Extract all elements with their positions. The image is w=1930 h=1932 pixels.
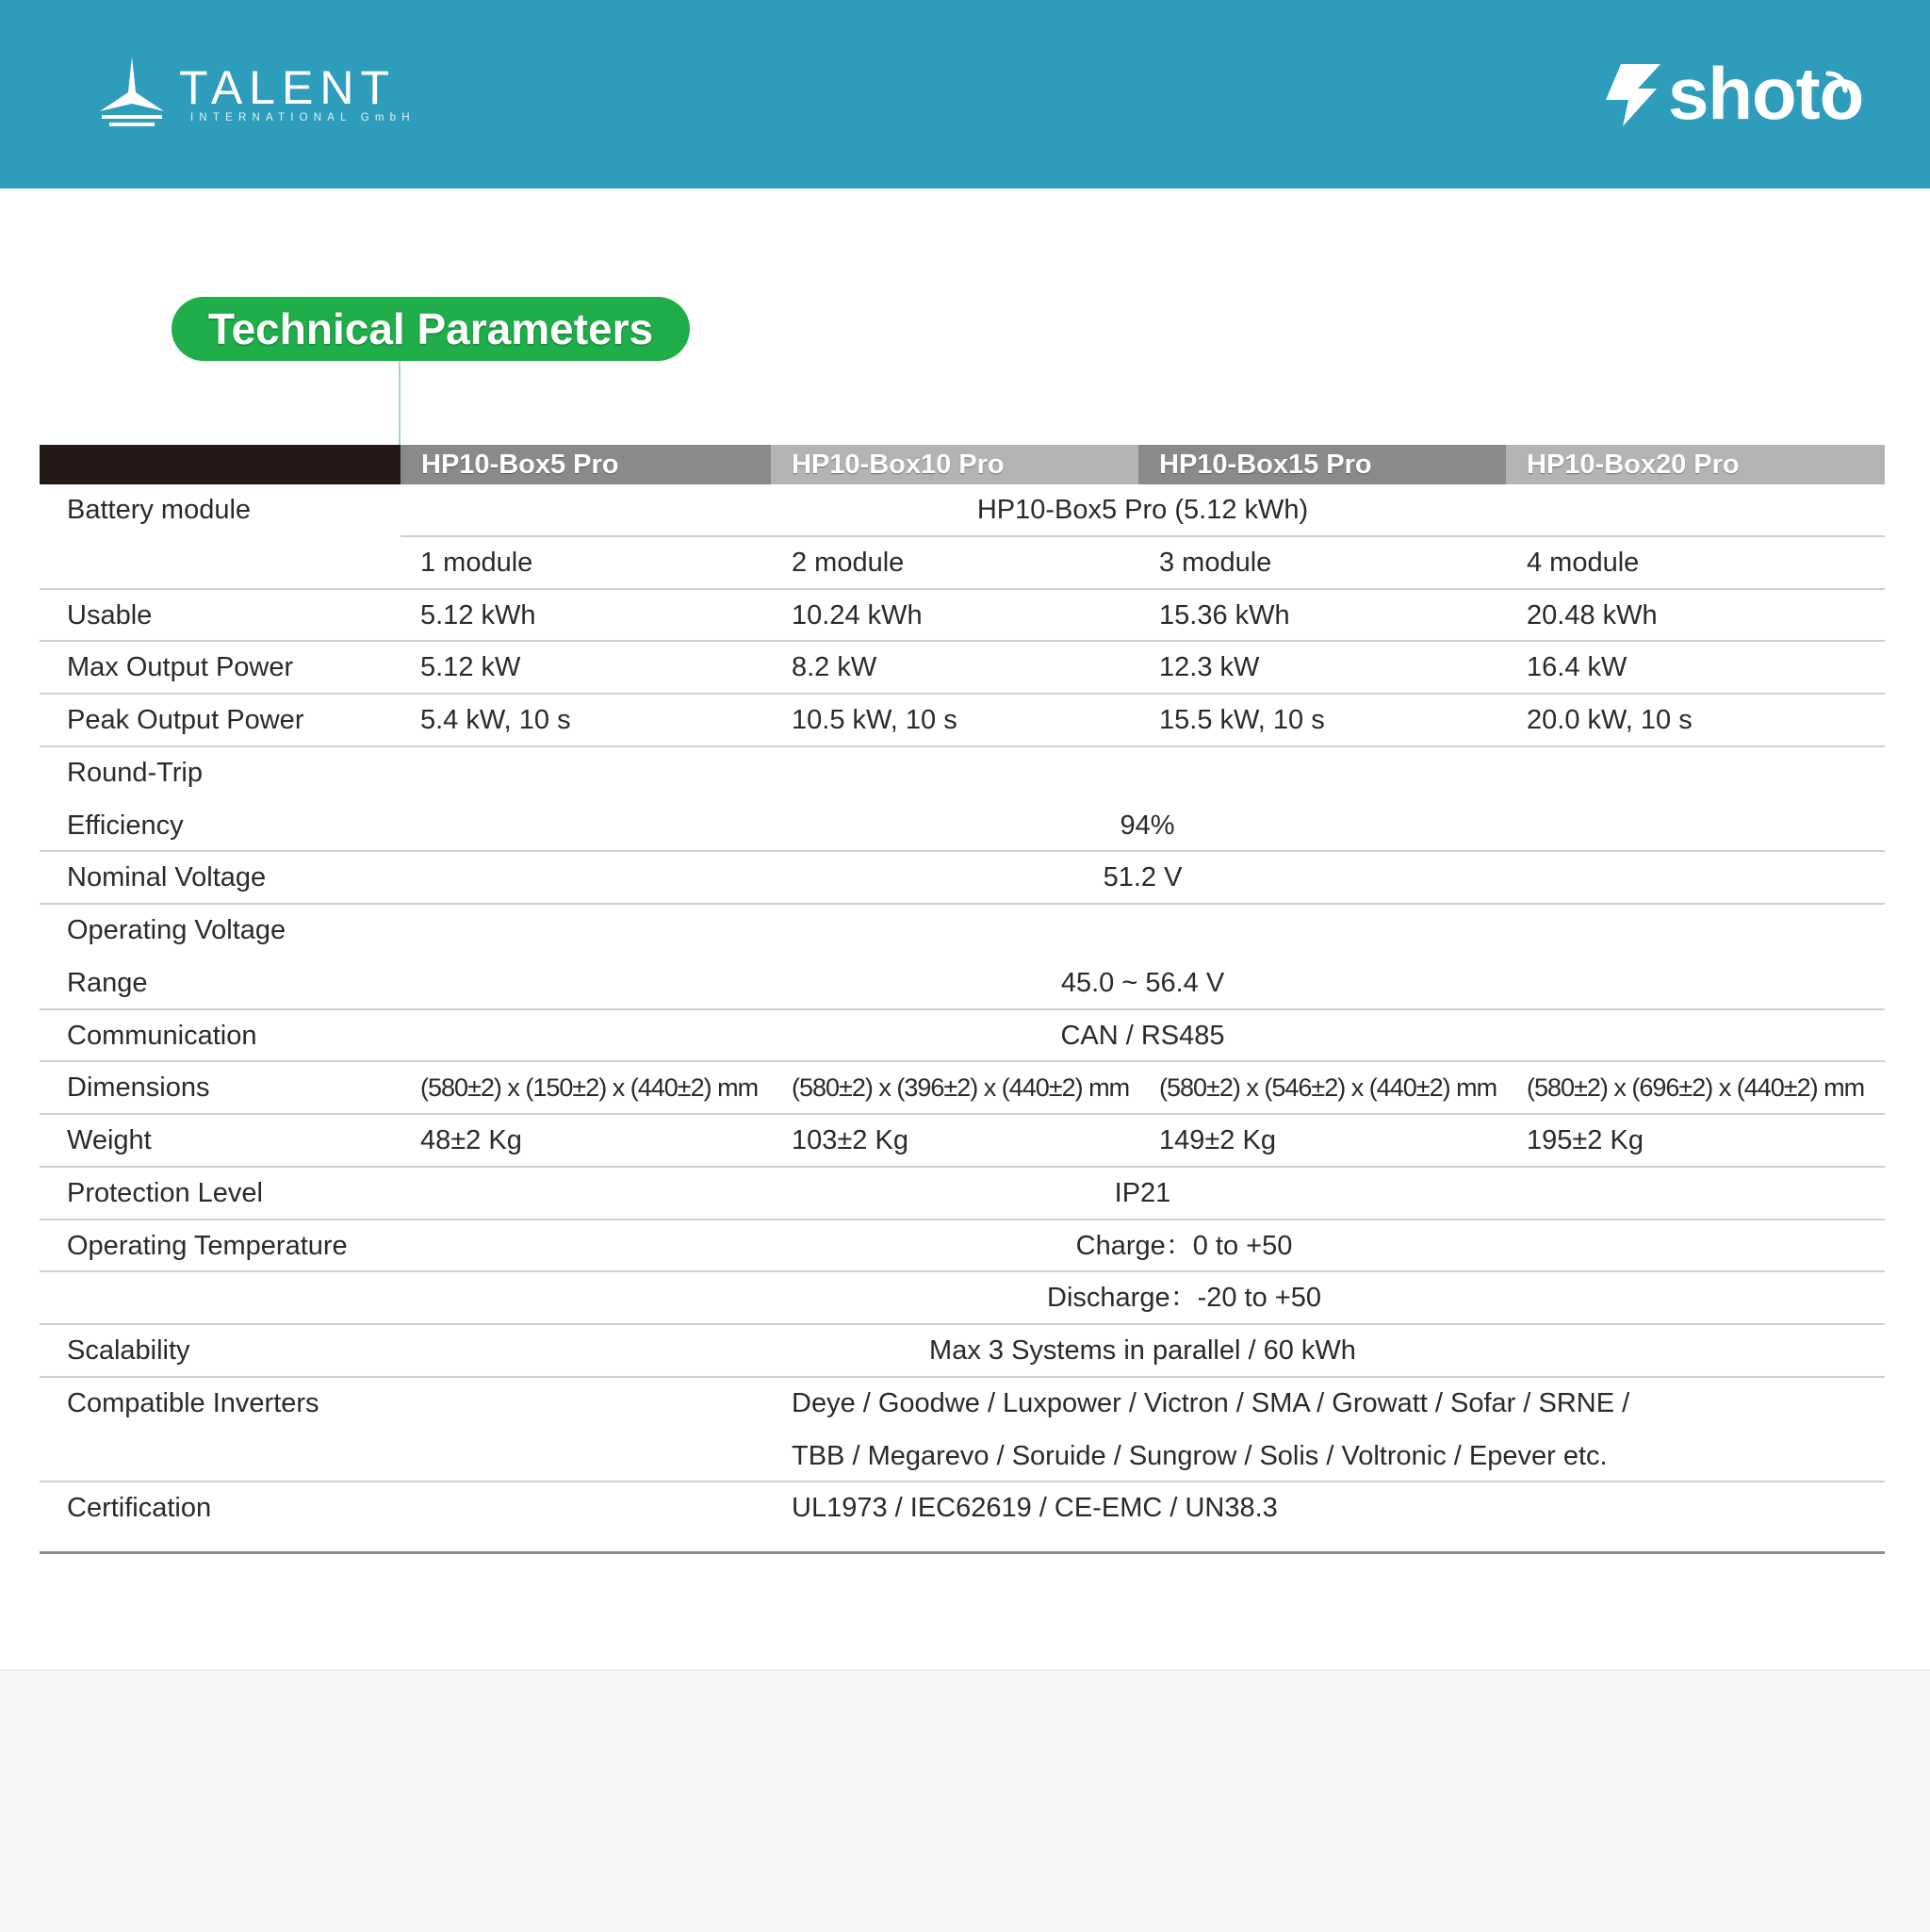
row-value: UL1973 / IEC62619 / CE-EMC / UN38.3 [792,1493,1278,1524]
column-header: HP10-Box5 Pro [401,445,771,484]
row-label: Range [67,967,148,998]
cell-value: 15.5 kW, 10 s [1159,705,1325,735]
table-header [40,445,1885,484]
row-label: Round-Trip [67,757,203,788]
row-label: Operating Temperature [67,1230,348,1261]
cell-value: 103±2 Kg [792,1125,908,1155]
parameters-table [40,445,1885,1535]
row-value: 94% [1120,810,1175,841]
title-connector [399,361,401,445]
row-value: 51.2 V [1103,862,1183,893]
row-value: Deye / Goodwe / Luxpower / Victron / SMA / Growatt / Sofar / SRNE / [792,1387,1630,1418]
column-header: HP10-Box20 Pro [1506,445,1885,484]
column-header: HP10-Box15 Pro [1138,445,1506,484]
row-temperature-charge [40,1220,1885,1273]
talent-name: TALENT [179,61,396,114]
cell-value: 5.4 kW, 10 s [420,705,571,735]
cell-value: 1 module [420,547,533,578]
row-weight [40,1115,1885,1168]
cell-value: 20.48 kWh [1527,599,1658,630]
row-label: Weight [67,1125,152,1155]
row-operating-voltage [40,905,1885,1010]
cell-value: 12.3 kW [1159,652,1260,683]
row-label: Compatible Inverters [67,1387,319,1418]
cell-value: 8.2 kW [792,652,877,683]
talent-plane-icon [98,57,166,128]
cell-value: 16.4 kW [1527,652,1627,683]
row-label: Nominal Voltage [67,862,267,893]
row-label: Dimensions [67,1072,210,1104]
shoto-logo [1600,52,1864,135]
row-label: Operating Voltage [67,915,286,945]
cell-value: 195±2 Kg [1527,1125,1644,1155]
cell-value: 4 module [1527,547,1640,578]
row-nominal-voltage [40,852,1885,905]
cell-value: 2 module [792,547,905,578]
row-communication [40,1010,1885,1063]
row-label: Protection Level [67,1177,263,1208]
cell-value: 5.12 kW [420,652,521,683]
row-scalability [40,1325,1885,1378]
cell-value: (580±2) x (546±2) x (440±2) mm [1159,1073,1497,1103]
cell-value: 48±2 Kg [420,1125,522,1155]
shoto-bolt-icon [1600,64,1662,126]
row-round-trip [40,747,1885,853]
row-value: IP21 [1114,1177,1171,1208]
cell-value: 149±2 Kg [1159,1125,1276,1155]
column-header: HP10-Box10 Pro [771,445,1138,484]
cell-value: 10.24 kWh [792,599,923,630]
row-value: Max 3 Systems in parallel / 60 kWh [929,1335,1356,1366]
row-usable [40,590,1885,643]
row-value: TBB / Megarevo / Soruide / Sungrow / Solis / Voltronic / Epever etc. [792,1440,1608,1471]
row-divider [401,535,1885,537]
row-value: CAN / RS485 [1060,1020,1225,1051]
shoto-name: shoto [1668,52,1864,135]
cell-value: (580±2) x (396±2) x (440±2) mm [792,1073,1130,1103]
row-label: Scalability [67,1335,190,1366]
row-label: Certification [67,1493,212,1524]
row-value: 45.0 ~ 56.4 V [1060,967,1225,998]
talent-subtitle: INTERNATIONAL GmbH [190,112,416,123]
cell-value: 5.12 kWh [420,599,536,630]
cell-value: 20.0 kW, 10 s [1527,705,1693,735]
talent-logo [98,57,418,132]
row-compatible-inverters [40,1378,1885,1483]
row-label: Peak Output Power [67,705,304,735]
cell-value: 15.36 kWh [1159,599,1290,630]
cell-value: (580±2) x (696±2) x (440±2) mm [1527,1073,1865,1103]
cell-value: (580±2) x (150±2) x (440±2) mm [420,1073,759,1103]
header-corner [40,445,401,484]
row-label: Usable [67,599,153,630]
table-bottom-rule [40,1551,1885,1554]
row-battery-module [40,484,1885,590]
row-label: Max Output Power [67,652,294,683]
shoto-accent-icon [1824,70,1849,94]
footer-area [0,1669,1930,1932]
row-certification [40,1482,1885,1535]
row-value: Discharge：-20 to +50 [1047,1283,1321,1314]
row-label: Battery module [67,495,252,525]
row-dimensions [40,1062,1885,1115]
row-protection [40,1168,1885,1220]
page-title: Technical Parameters [172,297,690,361]
row-label: Efficiency [67,810,184,841]
header-bar [0,0,1930,188]
row-temperature-discharge [40,1272,1885,1325]
row-peak-output [40,695,1885,747]
row-label: Communication [67,1020,257,1051]
cell-value: 10.5 kW, 10 s [792,705,957,735]
row-value: HP10-Box5 Pro (5.12 kWh) [976,495,1309,525]
cell-value: 3 module [1159,547,1272,578]
row-value: Charge：0 to +50 [1075,1230,1293,1261]
row-max-output [40,642,1885,695]
